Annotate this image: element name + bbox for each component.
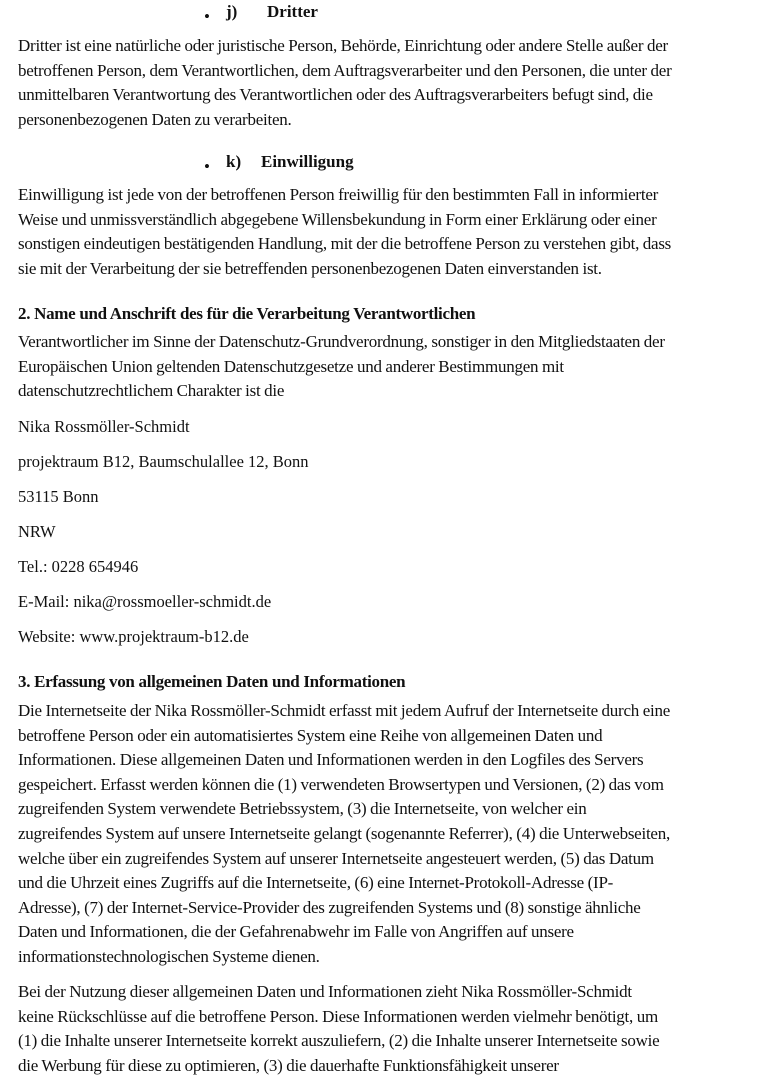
definition-text-dritter xyxy=(18,34,672,132)
privacy-policy-document xyxy=(18,0,763,1075)
text-line: die Werbung für diese zu optimieren, (3) die dauerhafte Funktionsfähigkeit unserer xyxy=(18,1055,559,1075)
text-line: und die Uhrzeit eines Zugriffs auf die Internetseite, (6) eine Internet-Protokoll-Adresse (IP- xyxy=(18,873,614,893)
text-line: gespeichert. Erfasst werden können die (1) verwendeten Browsertypen und Versionen, (2) das vom xyxy=(18,774,664,794)
text-line: zugreifenden System verwendete Betriebssystem, (3) die Internetseite, von welcher ein xyxy=(18,799,587,819)
text-line: (1) die Inhalte unserer Internetseite korrekt auszuliefern, (2) die Inhalte unserer Internetseite sowie xyxy=(18,1031,660,1051)
text-line: Bei der Nutzung dieser allgemeinen Daten und Informationen zieht Nika Rossmöller-Schmidt xyxy=(18,982,632,1001)
definition-title: Dritter xyxy=(267,2,318,21)
controller-name: Nika Rossmöller-Schmidt xyxy=(18,417,190,436)
text-line: Informationen. Diese allgemeinen Daten und Informationen werden in den Logfiles des Servers xyxy=(18,750,644,770)
text-line: Verantwortlicher im Sinne der Datenschutz-Grundverordnung, sonstiger in den Mitgliedstaaten der xyxy=(18,332,665,351)
definition-heading-dritter xyxy=(18,2,763,32)
text-line: datenschutzrechtlichem Charakter ist die xyxy=(18,381,285,401)
controller-city: 53115 Bonn xyxy=(18,487,99,506)
text-line: unmittelbaren Verantwortung des Verantwortlichen oder des Auftragsverarbeiters befugt sind, die xyxy=(18,85,653,105)
controller-street: projektraum B12, Baumschulallee 12, Bonn xyxy=(18,452,309,471)
text-line: Adresse), (7) der Internet-Service-Provider des zugreifenden Systems und (8) sonstige ähnliche xyxy=(18,897,641,917)
definition-text-einwilligung xyxy=(18,183,671,281)
text-line: Die Internetseite der Nika Rossmöller-Schmidt erfasst mit jedem Aufruf der Internetseite durch eine xyxy=(18,701,671,720)
section-text-general-data-usage xyxy=(18,980,659,1078)
text-line: zugreifendes System auf unsere Internetseite gelangt (sogenannte Referrer), (4) die Unterwebseiten, xyxy=(18,823,670,843)
email-link[interactable]: nika@rossmoeller-schmidt.de xyxy=(73,592,272,611)
text-line: Europäischen Union geltenden Datenschutzgesetze und anderer Bestimmungen mit xyxy=(18,356,564,376)
text-line: Daten und Informationen, die der Gefahrenabwehr im Falle von Angriffen auf unsere xyxy=(18,922,574,942)
controller-website-row xyxy=(18,625,309,660)
text-line: Einwilligung ist jede von der betroffenen Person freiwillig für den bestimmten Fall in informierter xyxy=(18,185,659,204)
bullet-icon: • xyxy=(204,7,210,26)
text-line: personenbezogenen Daten zu verarbeiten. xyxy=(18,109,292,129)
bullet-icon: • xyxy=(204,157,210,176)
email-label: E-Mail: xyxy=(18,592,74,611)
text-line: Weise und unmissverständlich abgegebene Willensbekundung in Form einer Erklärung oder einer xyxy=(18,209,657,229)
text-line: welche über ein zugreifendes System auf unserer Internetseite angesteuert werden, (5) das Datum xyxy=(18,848,654,868)
definition-letter: j) xyxy=(226,2,238,21)
text-line: sonstigen eindeutigen bestätigenden Handlung, mit der die betroffene Person zu verstehen gibt, dass xyxy=(18,234,672,254)
controller-region: NRW xyxy=(18,522,56,541)
text-line: keine Rückschlüsse auf die betroffene Person. Diese Informationen werden vielmehr benötigt, um xyxy=(18,1006,658,1026)
controller-address xyxy=(18,415,309,660)
website-link[interactable]: www.projektraum-b12.de xyxy=(79,627,249,646)
definition-heading-einwilligung xyxy=(18,152,763,182)
text-line: betroffene Person oder ein automatisiertes System eine Reihe von allgemeinen Daten und xyxy=(18,725,603,745)
section-text-general-data xyxy=(18,699,670,970)
text-line: betroffenen Person, dem Verantwortlichen, dem Auftragsverarbeiter und den Personen, die unter der xyxy=(18,60,672,80)
definition-title: Einwilligung xyxy=(261,152,354,171)
text-line: informationstechnologischen Systeme dienen. xyxy=(18,946,320,966)
section-heading-general-data: 3. Erfassung von allgemeinen Daten und Informationen xyxy=(18,672,406,691)
section-text-controller xyxy=(18,330,665,404)
controller-email-row xyxy=(18,590,309,625)
section-heading-controller: 2. Name und Anschrift des für die Verarbeitung Verantwortlichen xyxy=(18,304,476,323)
definition-letter: k) xyxy=(226,152,242,171)
text-line: Dritter ist eine natürliche oder juristische Person, Behörde, Einrichtung oder andere Stelle außer der xyxy=(18,36,668,55)
controller-phone: Tel.: 0228 654946 xyxy=(18,557,139,576)
text-line: sie mit der Verarbeitung der sie betreffenden personenbezogenen Daten einverstanden ist. xyxy=(18,258,602,278)
website-label: Website: xyxy=(18,627,80,646)
